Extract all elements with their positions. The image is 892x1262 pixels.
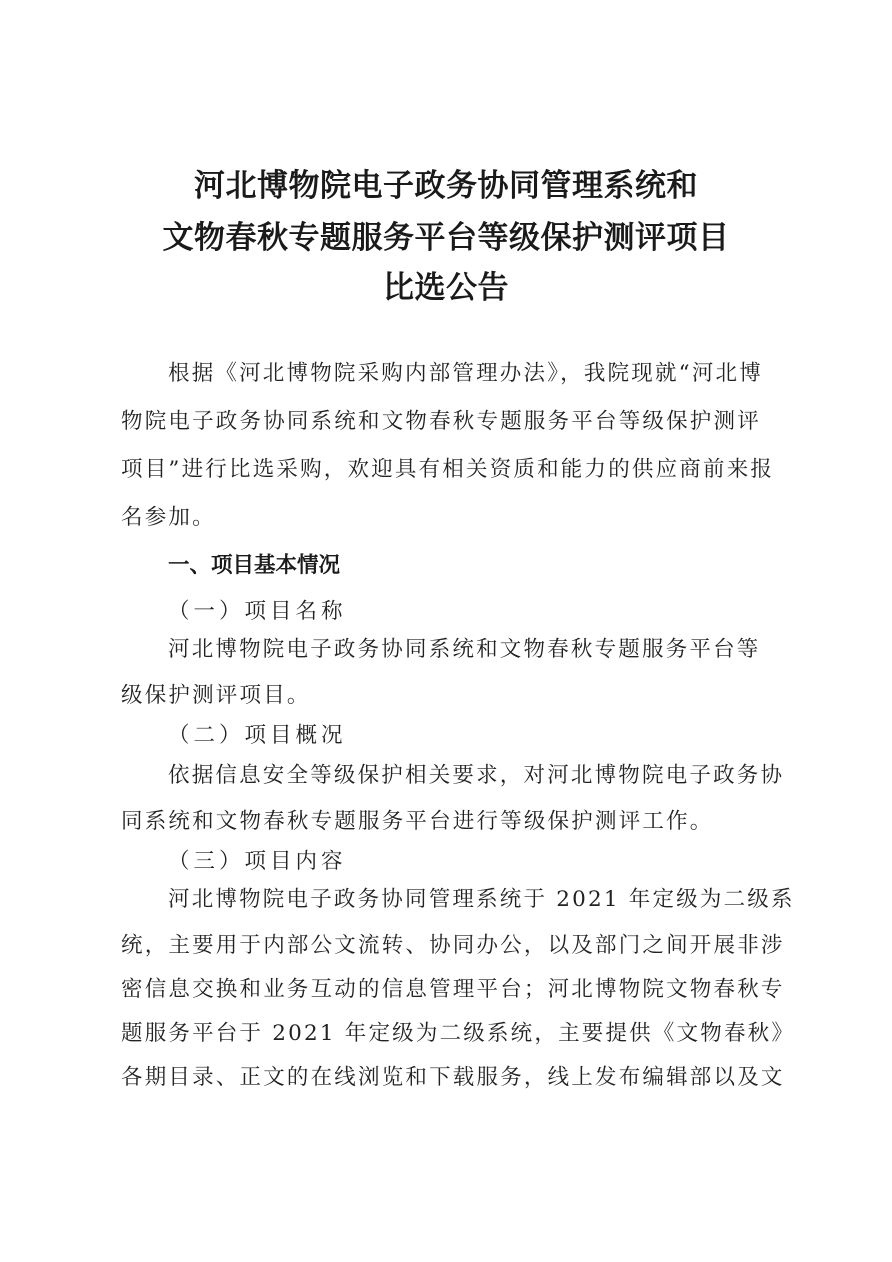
intro-line: 根据《河北博物院采购内部管理办法》，我院现就“河北博	[168, 361, 763, 386]
paragraph-line: 各期目录、正文的在线浏览和下载服务，线上发布编辑部以及文	[121, 1065, 785, 1090]
subsection-heading: （一）项目名称	[168, 599, 347, 624]
intro-line: 项目”进行比选采购，欢迎具有相关资质和能力的供应商前来报	[121, 457, 775, 482]
subsection-heading: （三）项目内容	[168, 849, 347, 874]
paragraph-line: 河北博物院电子政务协同系统和文物春秋专题服务平台等	[168, 637, 761, 662]
paragraph-line: 河北博物院电子政务协同管理系统于 2021 年定级为二级系	[168, 887, 795, 912]
paragraph-line: 同系统和文物春秋专题服务平台进行等级保护测评工作。	[121, 809, 714, 834]
subsection-heading: （二）项目概况	[168, 723, 347, 748]
intro-line: 物院电子政务协同系统和文物春秋专题服务平台等级保护测评	[121, 409, 761, 434]
document-title-line-3: 比选公告	[383, 270, 509, 306]
paragraph-line: 题服务平台于 2021 年定级为二级系统，主要提供《文物春秋》	[121, 1021, 796, 1046]
intro-line: 名参加。	[121, 505, 216, 530]
paragraph-line: 密信息交换和业务互动的信息管理平台；河北博物院文物春秋专	[121, 977, 785, 1002]
document-title-line-1: 河北博物院电子政务协同管理系统和	[194, 168, 698, 204]
paragraph-line: 统，主要用于内部公文流转、协同办公，以及部门之间开展非涉	[121, 933, 785, 958]
document-title-line-2: 文物春秋专题服务平台等级保护测评项目	[162, 220, 730, 256]
paragraph-line: 级保护测评项目。	[121, 683, 311, 708]
paragraph-line: 依据信息安全等级保护相关要求，对河北博物院电子政务协	[168, 763, 785, 788]
section-heading: 一、项目基本情况	[168, 553, 341, 578]
